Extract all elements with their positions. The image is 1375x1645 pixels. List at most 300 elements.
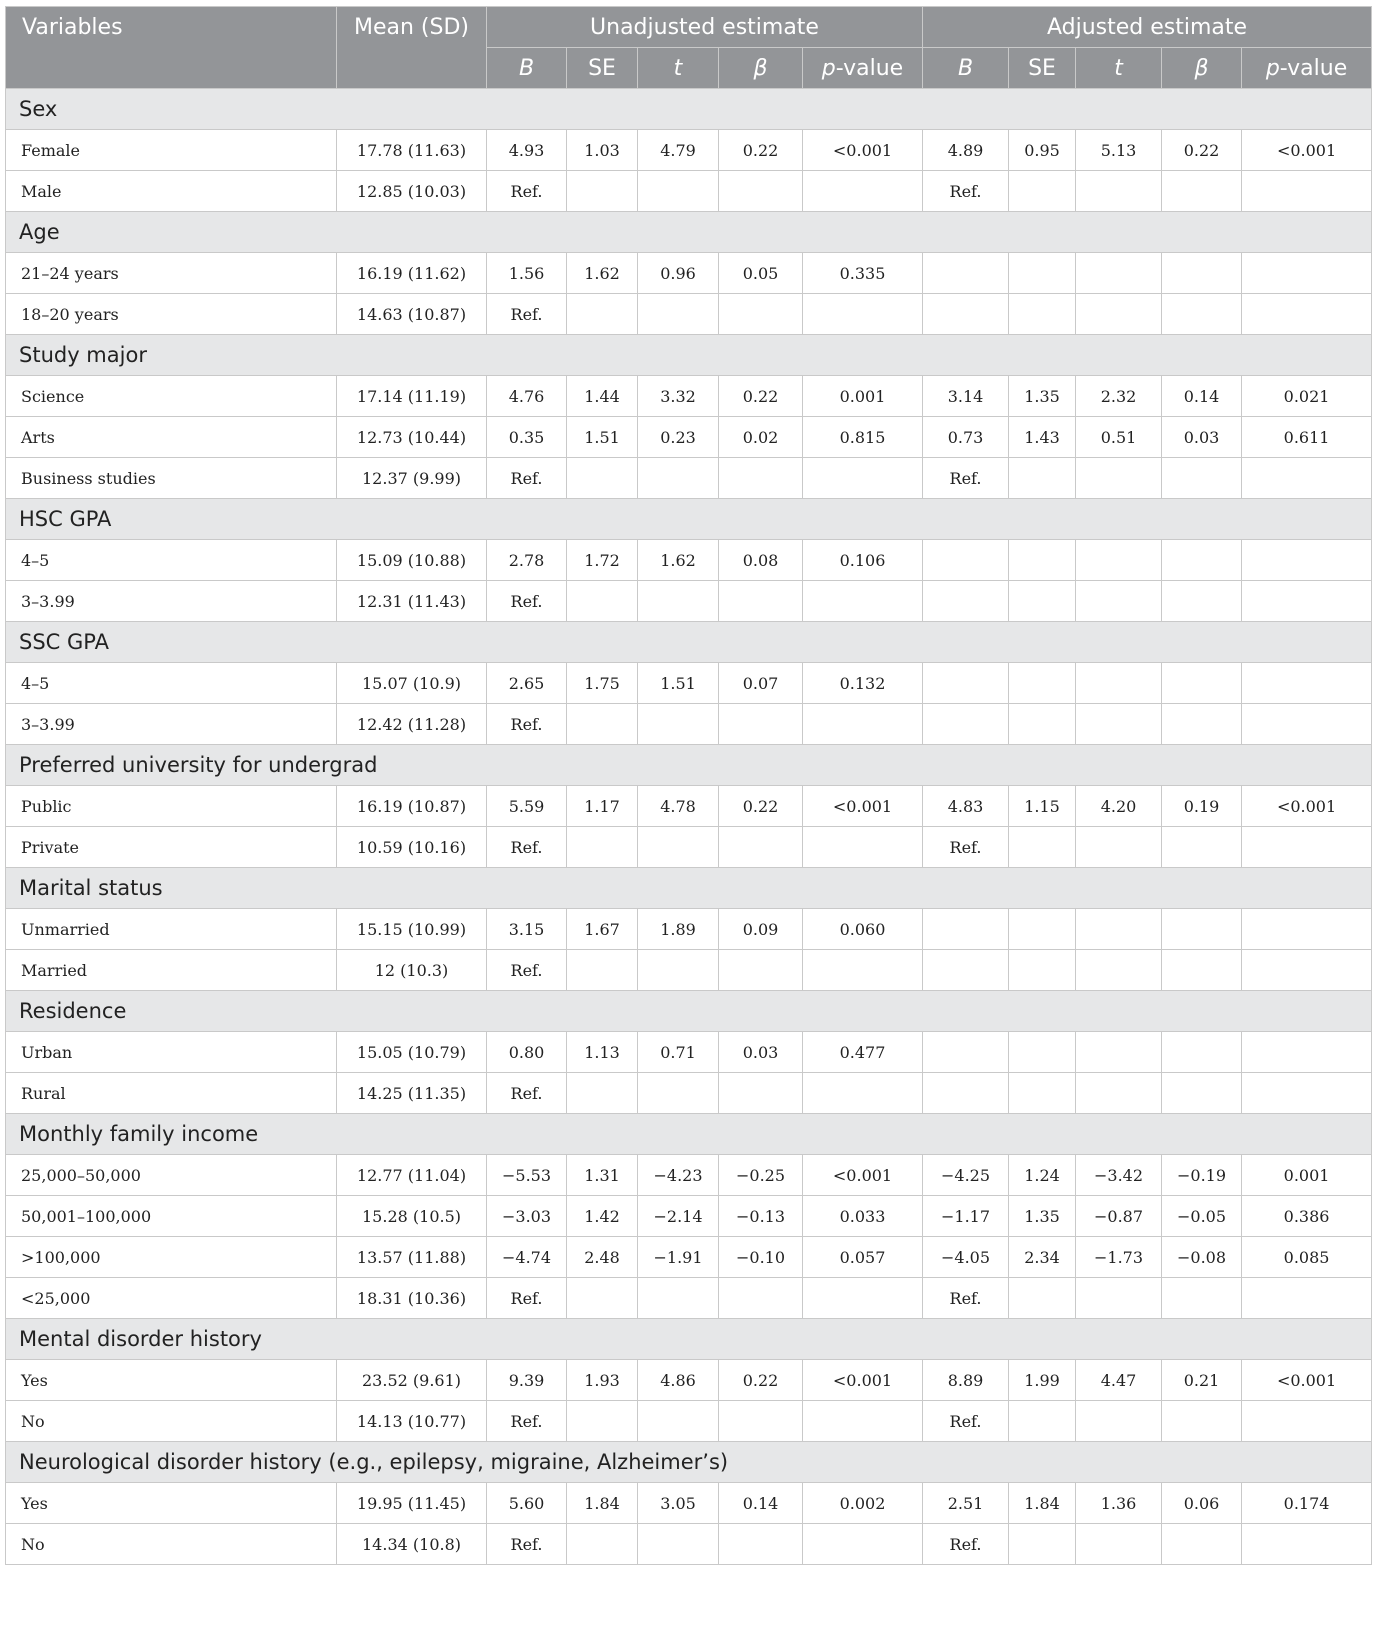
row-label: Unmarried	[6, 909, 337, 950]
table-cell	[1076, 171, 1162, 212]
table-cell: 12.73 (10.44)	[337, 417, 487, 458]
table-row	[6, 540, 1372, 581]
table-cell: 12 (10.3)	[337, 950, 487, 991]
table-cell: −0.05	[1162, 1196, 1242, 1237]
table-cell: 1.15	[1009, 786, 1076, 827]
table-row	[6, 663, 1372, 704]
table-cell: 4.79	[638, 130, 719, 171]
table-cell	[638, 704, 719, 745]
table-cell: 0.51	[1076, 417, 1162, 458]
table-cell: 16.19 (11.62)	[337, 253, 487, 294]
table-cell	[1242, 458, 1372, 499]
table-cell: 0.06	[1162, 1483, 1242, 1524]
table-cell: 9.39	[487, 1360, 567, 1401]
table-cell: 0.132	[803, 663, 923, 704]
table-cell: 0.22	[1162, 130, 1242, 171]
table-cell: 0.23	[638, 417, 719, 458]
table-cell: 0.386	[1242, 1196, 1372, 1237]
table-cell: 17.78 (11.63)	[337, 130, 487, 171]
table-cell	[1242, 1073, 1372, 1114]
row-label: 25,000–50,000	[6, 1155, 337, 1196]
regression-table-container	[5, 6, 1372, 1565]
table-cell: 0.02	[719, 417, 803, 458]
header-unadj-t: t	[638, 48, 719, 89]
table-cell	[1242, 950, 1372, 991]
table-cell	[567, 581, 638, 622]
table-cell	[803, 581, 923, 622]
table-cell: 0.96	[638, 253, 719, 294]
table-cell	[638, 1524, 719, 1565]
table-cell	[803, 1401, 923, 1442]
table-cell	[803, 1524, 923, 1565]
table-cell: −0.08	[1162, 1237, 1242, 1278]
table-cell: 2.34	[1009, 1237, 1076, 1278]
table-cell: 12.85 (10.03)	[337, 171, 487, 212]
table-cell: 2.32	[1076, 376, 1162, 417]
table-cell: 0.174	[1242, 1483, 1372, 1524]
table-cell	[719, 704, 803, 745]
section-title: Monthly family income	[6, 1114, 1372, 1155]
table-cell	[1162, 253, 1242, 294]
table-cell	[1076, 581, 1162, 622]
header-mean-sd: Mean (SD)	[337, 7, 487, 89]
section-title: Neurological disorder history (e.g., epilepsy, migraine, Alzheimer’s)	[6, 1442, 1372, 1483]
table-cell	[1162, 581, 1242, 622]
table-cell	[1162, 294, 1242, 335]
section-title: Mental disorder history	[6, 1319, 1372, 1360]
table-cell	[1009, 1401, 1076, 1442]
table-cell: 15.07 (10.9)	[337, 663, 487, 704]
table-cell: 0.22	[719, 130, 803, 171]
section-header-row	[6, 89, 1372, 130]
table-cell: 12.31 (11.43)	[337, 581, 487, 622]
section-title: HSC GPA	[6, 499, 1372, 540]
table-cell: 0.22	[719, 1360, 803, 1401]
table-row	[6, 827, 1372, 868]
header-adj-beta: β	[1162, 48, 1242, 89]
p-value-suffix: -value	[835, 55, 904, 81]
row-label: Yes	[6, 1483, 337, 1524]
table-cell	[719, 1073, 803, 1114]
table-cell	[1076, 909, 1162, 950]
table-cell	[1076, 1278, 1162, 1319]
table-cell: 15.15 (10.99)	[337, 909, 487, 950]
table-cell: 0.21	[1162, 1360, 1242, 1401]
section-title: Study major	[6, 335, 1372, 376]
row-label: No	[6, 1524, 337, 1565]
table-cell: 16.19 (10.87)	[337, 786, 487, 827]
table-cell	[1009, 253, 1076, 294]
header-unadjusted-estimate: Unadjusted estimate	[487, 7, 923, 48]
table-cell: −0.10	[719, 1237, 803, 1278]
table-cell: 0.14	[719, 1483, 803, 1524]
table-cell: 4.83	[923, 786, 1009, 827]
table-cell: −3.42	[1076, 1155, 1162, 1196]
table-cell	[638, 458, 719, 499]
table-cell	[719, 171, 803, 212]
table-cell	[923, 1032, 1009, 1073]
table-cell: 1.84	[567, 1483, 638, 1524]
p-letter: p	[1265, 55, 1280, 81]
table-cell: 1.35	[1009, 376, 1076, 417]
table-cell	[567, 294, 638, 335]
table-cell: 12.77 (11.04)	[337, 1155, 487, 1196]
table-cell: 0.73	[923, 417, 1009, 458]
table-cell: 1.62	[638, 540, 719, 581]
table-cell	[567, 171, 638, 212]
table-cell	[567, 827, 638, 868]
table-cell: 2.65	[487, 663, 567, 704]
table-cell: 1.99	[1009, 1360, 1076, 1401]
row-label: 21–24 years	[6, 253, 337, 294]
table-cell: 0.477	[803, 1032, 923, 1073]
table-cell: 14.63 (10.87)	[337, 294, 487, 335]
table-cell: Ref.	[487, 1073, 567, 1114]
row-label: Married	[6, 950, 337, 991]
table-cell	[1009, 663, 1076, 704]
table-cell	[719, 827, 803, 868]
p-value-suffix: -value	[1279, 55, 1348, 81]
table-cell: 12.42 (11.28)	[337, 704, 487, 745]
table-cell	[1162, 1278, 1242, 1319]
table-cell: 13.57 (11.88)	[337, 1237, 487, 1278]
table-cell: −1.91	[638, 1237, 719, 1278]
table-cell: 1.35	[1009, 1196, 1076, 1237]
table-cell: 5.13	[1076, 130, 1162, 171]
table-cell	[923, 294, 1009, 335]
table-cell: 0.22	[719, 376, 803, 417]
table-cell: 0.335	[803, 253, 923, 294]
table-cell	[1076, 458, 1162, 499]
table-cell: 3.15	[487, 909, 567, 950]
table-cell: 1.51	[567, 417, 638, 458]
table-cell	[923, 1073, 1009, 1114]
table-cell	[1162, 171, 1242, 212]
table-cell: −4.23	[638, 1155, 719, 1196]
table-cell: 1.43	[1009, 417, 1076, 458]
table-cell	[719, 1401, 803, 1442]
row-label: Private	[6, 827, 337, 868]
table-cell: 4.78	[638, 786, 719, 827]
table-cell: 0.09	[719, 909, 803, 950]
table-cell: 0.021	[1242, 376, 1372, 417]
table-cell	[1242, 704, 1372, 745]
table-cell: 1.84	[1009, 1483, 1076, 1524]
table-cell: 1.24	[1009, 1155, 1076, 1196]
header-adj-p-value	[1242, 48, 1372, 89]
table-cell: 0.14	[1162, 376, 1242, 417]
table-cell	[1242, 663, 1372, 704]
table-cell: Ref.	[487, 581, 567, 622]
section-title: Marital status	[6, 868, 1372, 909]
table-cell: 0.611	[1242, 417, 1372, 458]
table-cell: 18.31 (10.36)	[337, 1278, 487, 1319]
table-cell	[1076, 704, 1162, 745]
table-row	[6, 294, 1372, 335]
table-cell: 14.34 (10.8)	[337, 1524, 487, 1565]
table-cell: 1.72	[567, 540, 638, 581]
table-row	[6, 1278, 1372, 1319]
table-cell	[638, 294, 719, 335]
table-cell: 0.085	[1242, 1237, 1372, 1278]
table-cell: −2.14	[638, 1196, 719, 1237]
table-cell	[1242, 581, 1372, 622]
p-letter: p	[821, 55, 836, 81]
table-row	[6, 458, 1372, 499]
table-cell: 0.033	[803, 1196, 923, 1237]
table-cell: 0.19	[1162, 786, 1242, 827]
table-row	[6, 704, 1372, 745]
table-row	[6, 1073, 1372, 1114]
table-cell	[638, 581, 719, 622]
table-cell	[803, 950, 923, 991]
table-cell	[1076, 950, 1162, 991]
table-cell: 0.35	[487, 417, 567, 458]
table-cell: Ref.	[487, 294, 567, 335]
table-cell: −1.73	[1076, 1237, 1162, 1278]
regression-table	[5, 6, 1372, 1565]
header-unadj-p-value	[803, 48, 923, 89]
table-row	[6, 1524, 1372, 1565]
row-label: Yes	[6, 1360, 337, 1401]
table-cell: 0.002	[803, 1483, 923, 1524]
table-cell: 1.13	[567, 1032, 638, 1073]
row-label: Arts	[6, 417, 337, 458]
table-cell	[803, 171, 923, 212]
table-cell: <0.001	[803, 786, 923, 827]
table-cell	[1009, 1073, 1076, 1114]
table-cell: 4.93	[487, 130, 567, 171]
table-cell	[567, 1524, 638, 1565]
table-cell: 14.13 (10.77)	[337, 1401, 487, 1442]
section-header-row	[6, 991, 1372, 1032]
table-cell: Ref.	[487, 950, 567, 991]
table-cell	[1242, 253, 1372, 294]
table-cell	[638, 827, 719, 868]
table-body	[6, 89, 1372, 1565]
table-cell	[567, 1401, 638, 1442]
table-cell: 0.22	[719, 786, 803, 827]
table-cell: 4.47	[1076, 1360, 1162, 1401]
table-cell: −5.53	[487, 1155, 567, 1196]
table-row	[6, 1155, 1372, 1196]
row-label: Business studies	[6, 458, 337, 499]
table-cell: <0.001	[803, 130, 923, 171]
table-cell	[1009, 294, 1076, 335]
table-cell	[1076, 540, 1162, 581]
section-header-row	[6, 1442, 1372, 1483]
table-cell	[923, 540, 1009, 581]
section-header-row	[6, 1319, 1372, 1360]
table-cell	[1009, 581, 1076, 622]
table-cell: 15.28 (10.5)	[337, 1196, 487, 1237]
table-cell: 2.48	[567, 1237, 638, 1278]
table-cell	[638, 171, 719, 212]
table-cell: Ref.	[923, 1278, 1009, 1319]
table-cell	[1162, 827, 1242, 868]
row-label: Female	[6, 130, 337, 171]
table-cell: −0.87	[1076, 1196, 1162, 1237]
header-adj-se: SE	[1009, 48, 1076, 89]
table-row	[6, 1360, 1372, 1401]
table-cell	[1076, 1073, 1162, 1114]
table-cell	[1162, 704, 1242, 745]
table-cell: 0.95	[1009, 130, 1076, 171]
table-row	[6, 950, 1372, 991]
table-cell: <0.001	[1242, 1360, 1372, 1401]
table-cell	[1242, 827, 1372, 868]
table-cell: 0.001	[803, 376, 923, 417]
table-cell	[1162, 1401, 1242, 1442]
table-cell	[638, 950, 719, 991]
section-title: Age	[6, 212, 1372, 253]
table-cell	[1009, 827, 1076, 868]
table-cell	[803, 294, 923, 335]
table-cell: 2.51	[923, 1483, 1009, 1524]
table-cell	[567, 458, 638, 499]
table-cell	[719, 458, 803, 499]
table-cell	[923, 581, 1009, 622]
table-cell	[719, 294, 803, 335]
table-cell: 1.36	[1076, 1483, 1162, 1524]
table-cell	[1242, 909, 1372, 950]
table-cell	[803, 1073, 923, 1114]
header-adjusted-estimate: Adjusted estimate	[923, 7, 1372, 48]
table-cell	[1162, 909, 1242, 950]
table-cell: 4.76	[487, 376, 567, 417]
table-cell: 0.057	[803, 1237, 923, 1278]
row-label: 3–3.99	[6, 581, 337, 622]
table-row	[6, 1196, 1372, 1237]
table-cell	[1009, 1524, 1076, 1565]
table-cell: 4.89	[923, 130, 1009, 171]
row-label: Rural	[6, 1073, 337, 1114]
table-cell: −1.17	[923, 1196, 1009, 1237]
table-cell	[1242, 294, 1372, 335]
section-header-row	[6, 745, 1372, 786]
section-header-row	[6, 335, 1372, 376]
table-cell	[1009, 171, 1076, 212]
table-cell	[638, 1073, 719, 1114]
table-cell	[923, 253, 1009, 294]
table-cell	[803, 458, 923, 499]
table-cell	[1076, 1524, 1162, 1565]
table-cell: 4.86	[638, 1360, 719, 1401]
table-cell: 1.17	[567, 786, 638, 827]
table-cell	[1162, 458, 1242, 499]
table-cell: 0.80	[487, 1032, 567, 1073]
table-cell: 1.67	[567, 909, 638, 950]
table-cell: <0.001	[803, 1360, 923, 1401]
table-cell	[1076, 253, 1162, 294]
table-cell	[923, 704, 1009, 745]
table-row	[6, 417, 1372, 458]
table-cell: Ref.	[923, 1524, 1009, 1565]
table-cell: Ref.	[923, 1401, 1009, 1442]
table-cell: 19.95 (11.45)	[337, 1483, 487, 1524]
row-label: >100,000	[6, 1237, 337, 1278]
table-cell	[638, 1278, 719, 1319]
table-cell	[1076, 1401, 1162, 1442]
table-cell: 0.060	[803, 909, 923, 950]
section-header-row	[6, 212, 1372, 253]
table-cell	[1162, 1524, 1242, 1565]
table-cell	[1242, 171, 1372, 212]
table-row	[6, 1483, 1372, 1524]
table-cell: 14.25 (11.35)	[337, 1073, 487, 1114]
table-cell: Ref.	[487, 704, 567, 745]
table-cell: 0.001	[1242, 1155, 1372, 1196]
table-cell: 1.03	[567, 130, 638, 171]
table-cell	[923, 950, 1009, 991]
table-cell: 1.89	[638, 909, 719, 950]
table-cell: 3.14	[923, 376, 1009, 417]
table-cell	[803, 704, 923, 745]
row-label: 3–3.99	[6, 704, 337, 745]
table-cell: 1.75	[567, 663, 638, 704]
table-cell: 15.09 (10.88)	[337, 540, 487, 581]
table-row	[6, 1401, 1372, 1442]
table-cell: Ref.	[487, 458, 567, 499]
section-header-row	[6, 622, 1372, 663]
row-label: Public	[6, 786, 337, 827]
table-cell: 0.03	[719, 1032, 803, 1073]
table-cell: −0.25	[719, 1155, 803, 1196]
table-cell	[1009, 950, 1076, 991]
table-cell: −4.25	[923, 1155, 1009, 1196]
table-cell	[567, 950, 638, 991]
header-adj-b: B	[923, 48, 1009, 89]
table-cell: −0.13	[719, 1196, 803, 1237]
table-cell	[719, 581, 803, 622]
table-cell: 1.42	[567, 1196, 638, 1237]
table-cell: 5.60	[487, 1483, 567, 1524]
table-cell: 1.31	[567, 1155, 638, 1196]
header-unadj-se: SE	[567, 48, 638, 89]
table-cell	[1009, 1032, 1076, 1073]
table-cell	[1076, 663, 1162, 704]
table-cell: 5.59	[487, 786, 567, 827]
table-cell	[1009, 909, 1076, 950]
section-title: Residence	[6, 991, 1372, 1032]
table-cell: 2.78	[487, 540, 567, 581]
table-cell: <0.001	[803, 1155, 923, 1196]
table-cell	[1162, 1073, 1242, 1114]
table-cell: Ref.	[487, 1524, 567, 1565]
table-cell	[1162, 950, 1242, 991]
table-cell	[1076, 827, 1162, 868]
table-cell: 10.59 (10.16)	[337, 827, 487, 868]
section-header-row	[6, 868, 1372, 909]
header-adj-t: t	[1076, 48, 1162, 89]
table-cell	[1242, 1032, 1372, 1073]
table-cell	[1162, 1032, 1242, 1073]
table-cell: Ref.	[923, 458, 1009, 499]
table-row	[6, 1032, 1372, 1073]
table-cell	[1009, 704, 1076, 745]
table-cell	[1242, 1401, 1372, 1442]
row-label: <25,000	[6, 1278, 337, 1319]
table-cell	[1076, 1032, 1162, 1073]
table-cell: 3.32	[638, 376, 719, 417]
table-cell: −4.74	[487, 1237, 567, 1278]
table-cell	[567, 704, 638, 745]
table-cell: 8.89	[923, 1360, 1009, 1401]
table-cell: Ref.	[487, 171, 567, 212]
table-row	[6, 1237, 1372, 1278]
table-cell	[719, 1278, 803, 1319]
table-cell: 0.815	[803, 417, 923, 458]
